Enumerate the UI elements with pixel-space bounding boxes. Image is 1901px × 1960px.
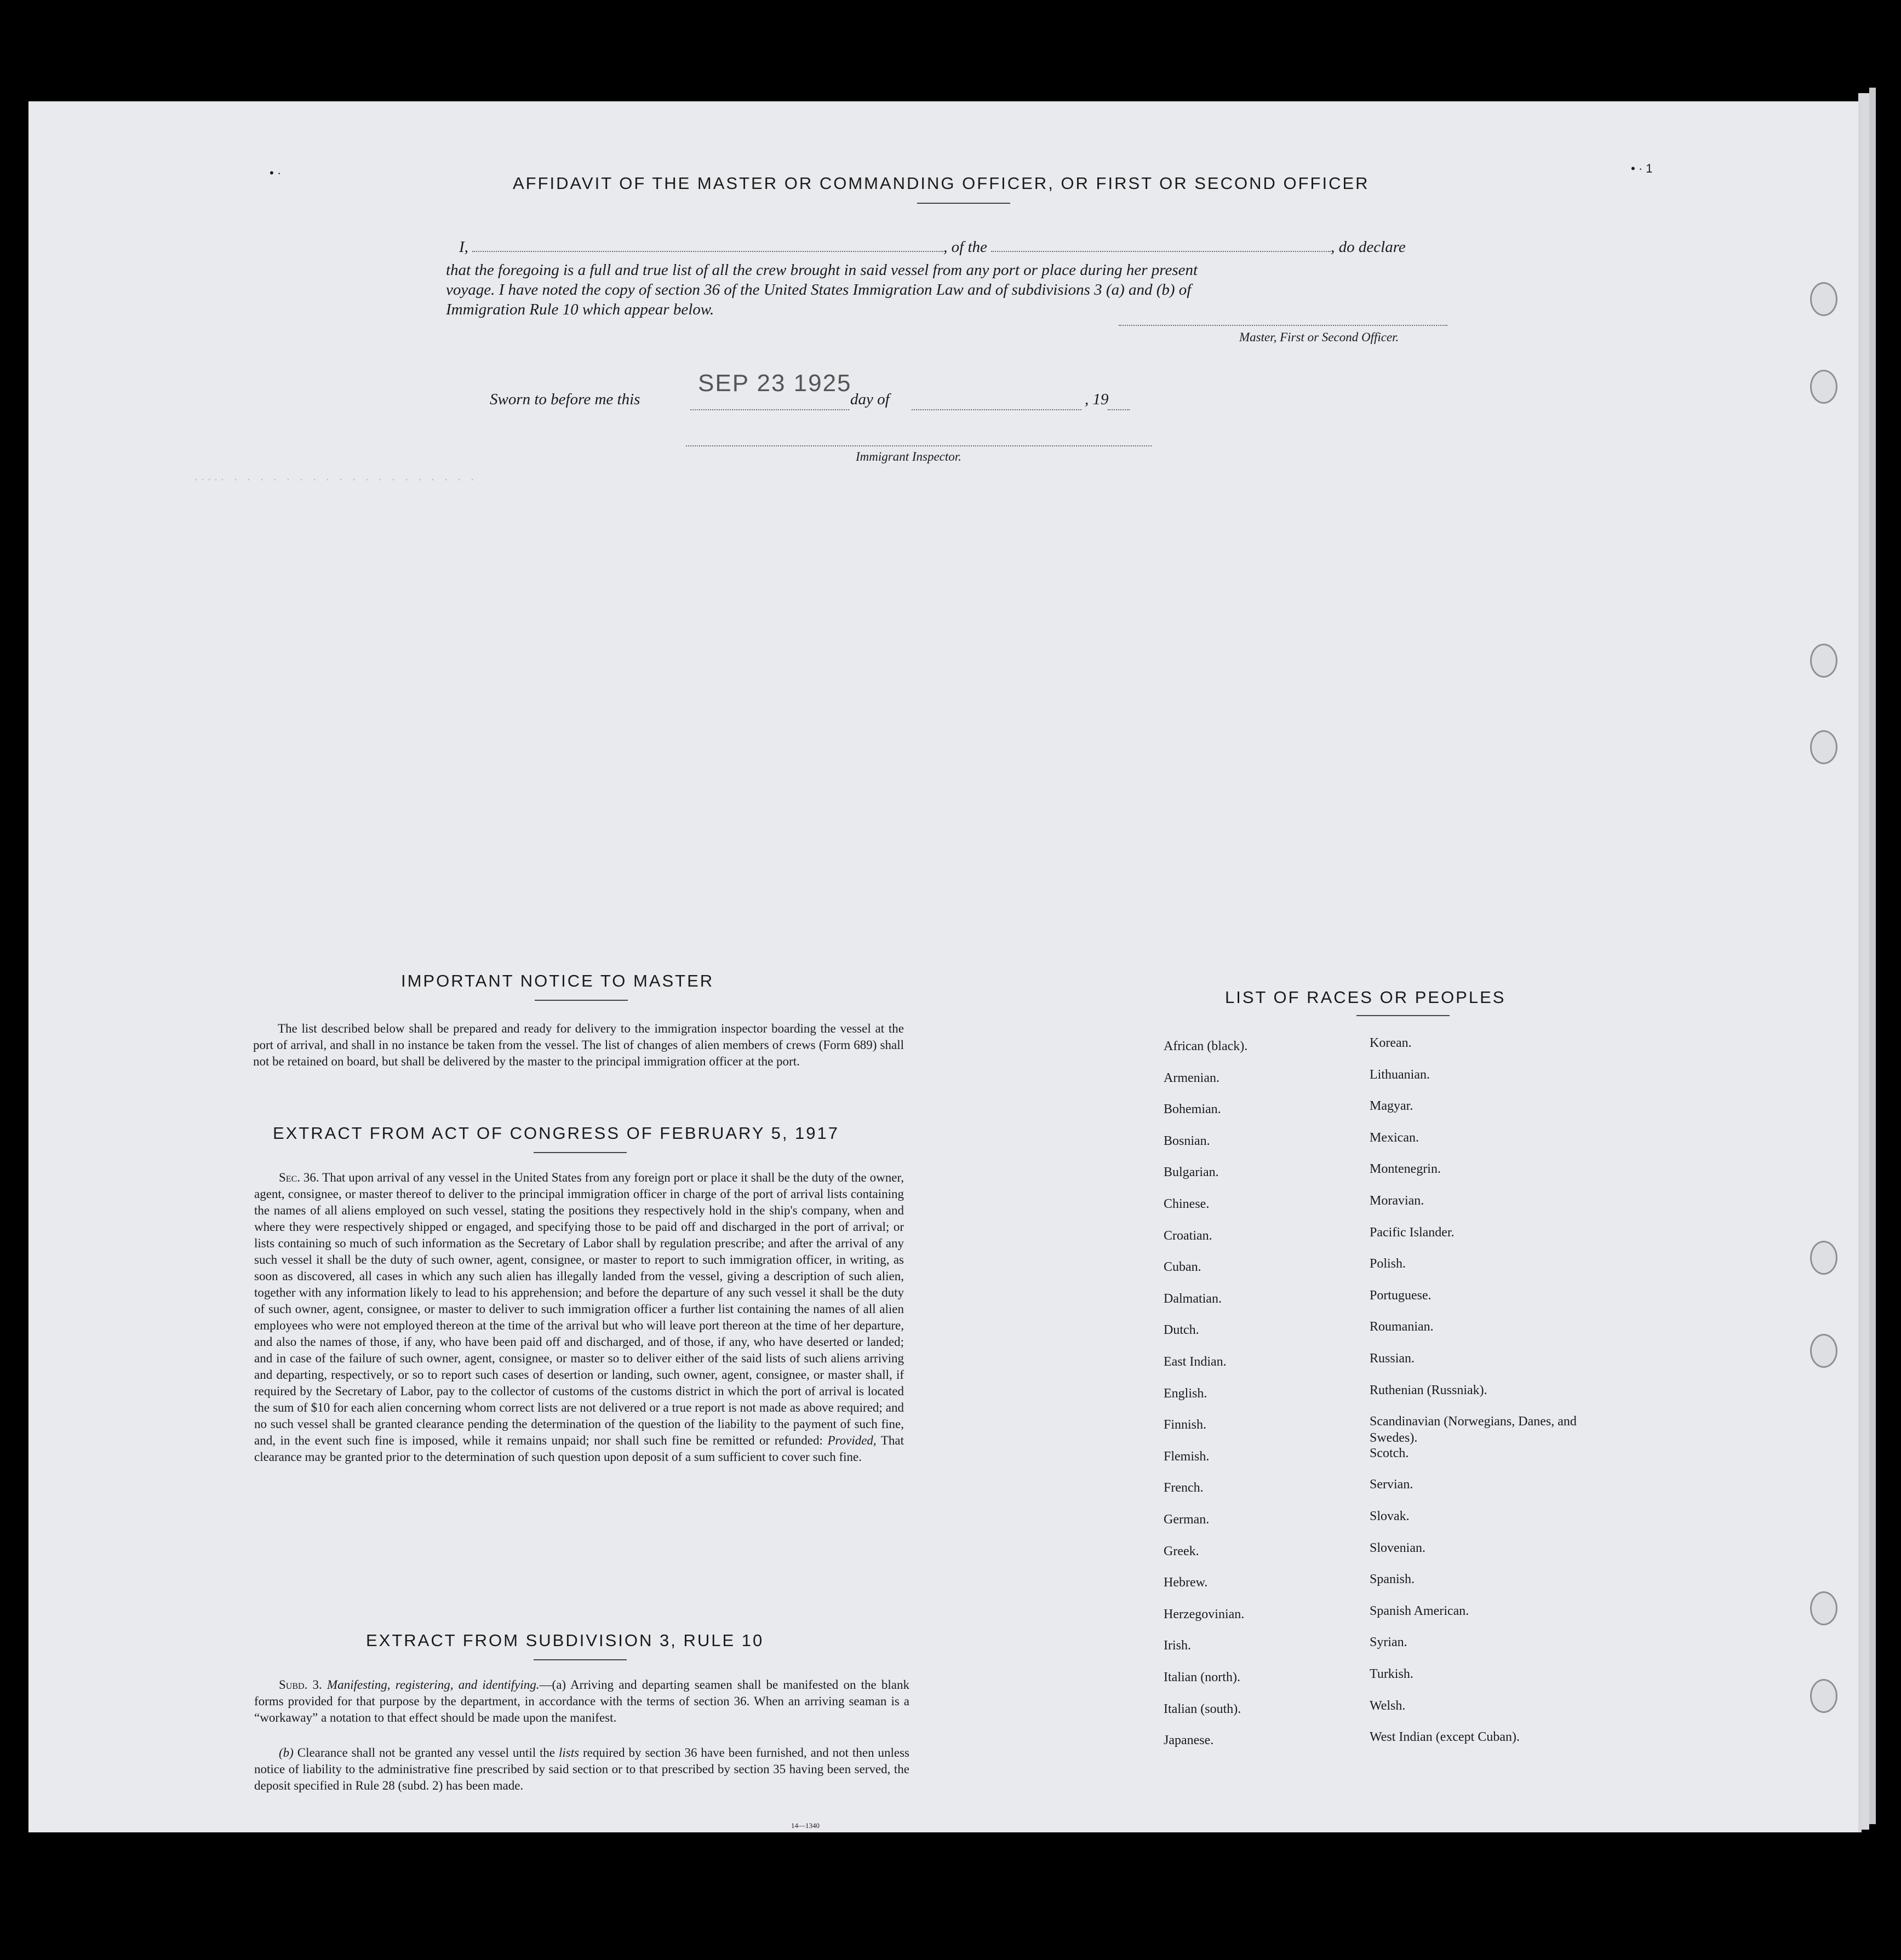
signature-line [1119, 325, 1447, 326]
race-item: Finnish. [1164, 1418, 1207, 1432]
binding-hole [1810, 1591, 1837, 1625]
rule-para-a [254, 1677, 909, 1726]
title-rule [917, 203, 1010, 204]
declaration-i: I, [459, 238, 468, 256]
page-edge [1869, 88, 1876, 1824]
race-item: Italian (south). [1164, 1701, 1241, 1716]
rule-subd-label: Subd. 3. [279, 1678, 322, 1692]
declaration-do-declare: , do declare [1331, 238, 1406, 256]
act-text [254, 1170, 904, 1465]
race-item: English. [1164, 1386, 1207, 1401]
rule-subd-heading: Manifesting, registering, and identifying. [327, 1678, 540, 1692]
binding-hole [1810, 1679, 1837, 1713]
race-item: Scandinavian (Norwegians, Danes, and Swedes). [1370, 1414, 1577, 1446]
race-item: Italian (north). [1164, 1670, 1240, 1684]
race-item: Dalmatian. [1164, 1291, 1222, 1306]
race-item: East Indian. [1164, 1355, 1227, 1369]
declaration-of-the: , of the [943, 238, 987, 256]
race-item: Armenian. [1164, 1070, 1219, 1085]
rule-para-b-label: (b) [279, 1746, 294, 1760]
rule-para-b-text-2: required by section 36 have been furnished, and not then unless notice of liability to the administrative fine prescribed by said section or to that prescribed by section 35 having been served, the deposit specified in Rule 28 (subd. 2) has been made. [254, 1746, 909, 1792]
race-item: Flemish. [1164, 1449, 1210, 1464]
race-item: German. [1164, 1512, 1210, 1527]
race-item: Spanish American. [1370, 1603, 1469, 1618]
race-item: Slovenian. [1370, 1540, 1425, 1555]
race-item: Russian. [1370, 1351, 1415, 1366]
sworn-year-blank [1108, 409, 1130, 410]
rule-title: EXTRACT FROM SUBDIVISION 3, RULE 10 [366, 1631, 764, 1650]
race-item: Croatian. [1164, 1228, 1212, 1243]
notice-text: The list described below shall be prepared and ready for delivery to the immigration inspector boarding the vessel at the port of arrival, and shall in no instance be taken from the vessel. The list of changes of alien members of crews (Form 689) shall not be retained on board, but shall be delivered by the master to the principal immigration officer at the port. [253, 1022, 904, 1068]
notice-title: IMPORTANT NOTICE TO MASTER [401, 971, 714, 990]
declaration-line-1 [459, 237, 1406, 257]
race-item: Magyar. [1370, 1099, 1413, 1114]
bleed-through-marks: ····· · · · · · · · · · · · · · · · · · · · [193, 474, 476, 486]
race-item: Slovak. [1370, 1509, 1410, 1523]
race-item: Hebrew. [1164, 1575, 1208, 1590]
act-title: EXTRACT FROM ACT OF CONGRESS OF FEBRUARY 5, 1917 [273, 1124, 840, 1143]
race-item: Bohemian. [1164, 1102, 1221, 1117]
sworn-day-of: day of [850, 391, 890, 408]
race-item: Montenegrin. [1370, 1162, 1441, 1177]
race-item: Mexican. [1370, 1130, 1419, 1145]
act-body: That upon arrival of any vessel in the United States from any foreign port or place it shall be the duty of the owner, agent, consignee, or master thereof to deliver to the principal immigration officer in charge of the port of arrival lists containing the names of all aliens employed on such vessel, stating the positions they respectively hold in the ship's company, when and where they were respectively shipped or engaged, and specifying those to be paid off and discharged in the port of arrival; or lists containing so much of such information as the Secretary of Labor shall by regulation prescribe; and after the arrival of any such vessel it shall be the duty of such owner, agent, consignee, or master to report to such immigration officer, in writing, as soon as discovered, all cases in which any such alien has illegally landed from the vessel, giving a description of such alien, together with any information likely to lead to his apprehension; and before the departure of any such vessel it shall be the duty of such owner, agent, consignee, or master to deliver to such immigration officer a further list containing the names of all alien employees who were not employed thereon at the time of the arrival but who will leave port thereon at the time of her departure, and also the names of those, if any, who have been paid off and discharged, and of those, if any, who have deserted or landed; and in case of the failure of such owner, agent, consignee, or master so to deliver either of the said lists of such aliens arriving and departing, respectively, or so to report such cases of desertion or landing, such owner, agent, consignee, or master shall, if required by the Secretary of Labor, pay to the collector of customs of the customs district in which the port of arrival is located the sum of $10 for each alien concerning whom correct lists are not delivered or a true report is not made as above required; and no such vessel shall be granted clearance pending the determination of the question of the liability to the payment of such fine, and, in the event such fine is imposed, while it remains unpaid; nor shall such fine be remitted or refunded: [254, 1171, 904, 1447]
races-title: LIST OF RACES OR PEOPLES [1225, 988, 1506, 1007]
inspector-line [686, 445, 1152, 446]
race-item: Syrian. [1370, 1635, 1407, 1650]
race-item: Ruthenian (Russniak). [1370, 1383, 1487, 1397]
name-blank [472, 251, 943, 252]
race-item: African (black). [1164, 1039, 1248, 1053]
act-body-end: That clearance may be granted prior to the determination of such question upon deposit of a sum sufficient to cover such fine. [254, 1434, 904, 1464]
race-item: Turkish. [1370, 1667, 1413, 1681]
declaration-line-4: Immigration Rule 10 which appear below. [446, 301, 714, 318]
race-item: Polish. [1370, 1257, 1406, 1271]
race-item: Korean. [1370, 1036, 1412, 1050]
race-item: Herzegovinian. [1164, 1607, 1245, 1621]
binding-hole [1810, 1334, 1837, 1368]
race-item: French. [1164, 1481, 1204, 1495]
binding-hole [1810, 370, 1837, 404]
race-item: Scotch. [1370, 1446, 1409, 1460]
race-item: Moravian. [1370, 1194, 1424, 1208]
race-item: Spanish. [1370, 1572, 1415, 1587]
rule-rule [534, 1659, 627, 1660]
race-item: West Indian (except Cuban). [1370, 1730, 1520, 1745]
binding-hole [1810, 730, 1837, 764]
race-item: Dutch. [1164, 1323, 1199, 1338]
race-item: Roumanian. [1370, 1320, 1434, 1334]
binding-hole [1810, 644, 1837, 678]
vessel-blank [991, 251, 1331, 252]
corner-mark-right: • · 1 [1631, 162, 1653, 175]
race-item: Bulgarian. [1164, 1165, 1219, 1180]
race-item: Irish. [1164, 1638, 1191, 1653]
affidavit-title: AFFIDAVIT OF THE MASTER OR COMMANDING OFFICER, OR FIRST OR SECOND OFFICER [513, 174, 1370, 193]
sworn-year: , 19 [1085, 391, 1109, 408]
race-item: Portuguese. [1370, 1288, 1432, 1303]
sworn-month-blank [912, 409, 1081, 410]
race-item: Japanese. [1164, 1733, 1214, 1748]
race-item: Bosnian. [1164, 1133, 1210, 1148]
race-item: Welsh. [1370, 1698, 1406, 1713]
race-item: Chinese. [1164, 1197, 1210, 1211]
race-item: Pacific Islander. [1370, 1225, 1455, 1240]
signature-label: Master, First or Second Officer. [1239, 330, 1399, 344]
date-stamp: SEP 23 1925 [698, 370, 852, 397]
form-number: 14—1340 [791, 1821, 820, 1830]
act-rule [534, 1152, 627, 1153]
act-provided-label: Provided, [827, 1434, 877, 1447]
rule-para-b-lists: lists [559, 1746, 580, 1760]
race-item: Greek. [1164, 1544, 1199, 1558]
sworn-date-blank [690, 409, 849, 410]
rule-para-a-text: —(a) Arriving and departing seamen shall be manifested on the blank forms provided for that purpose by the department, in accordance with the terms of section 36. When an arriving seaman is a “workaway” a notation to that effect should be made upon the manifest. [254, 1678, 909, 1724]
binding-hole [1810, 282, 1837, 316]
binding-hole [1810, 1241, 1837, 1275]
race-item: Lithuanian. [1370, 1067, 1430, 1082]
race-item: Servian. [1370, 1477, 1413, 1492]
notice-rule [535, 1000, 628, 1001]
sworn-prefix: Sworn to before me this [490, 391, 640, 408]
declaration-line-2: that the foregoing is a full and true list of all the crew brought in said vessel from any port or place during her present [446, 261, 1198, 279]
races-rule [1356, 1015, 1450, 1016]
document-page [28, 101, 1862, 1832]
race-item: Cuban. [1164, 1260, 1201, 1275]
rule-para-b-text-1: Clearance shall not be granted any vessel until the [297, 1746, 556, 1760]
inspector-label: Immigrant Inspector. [856, 450, 961, 463]
act-section-label: Sec. 36. [279, 1171, 319, 1184]
corner-mark-left: • · [270, 166, 282, 180]
declaration-line-3: voyage. I have noted the copy of section 36 of the United States Immigration Law and of subdivisions 3 (a) and (b) of [446, 281, 1192, 299]
rule-para-b [254, 1745, 909, 1794]
